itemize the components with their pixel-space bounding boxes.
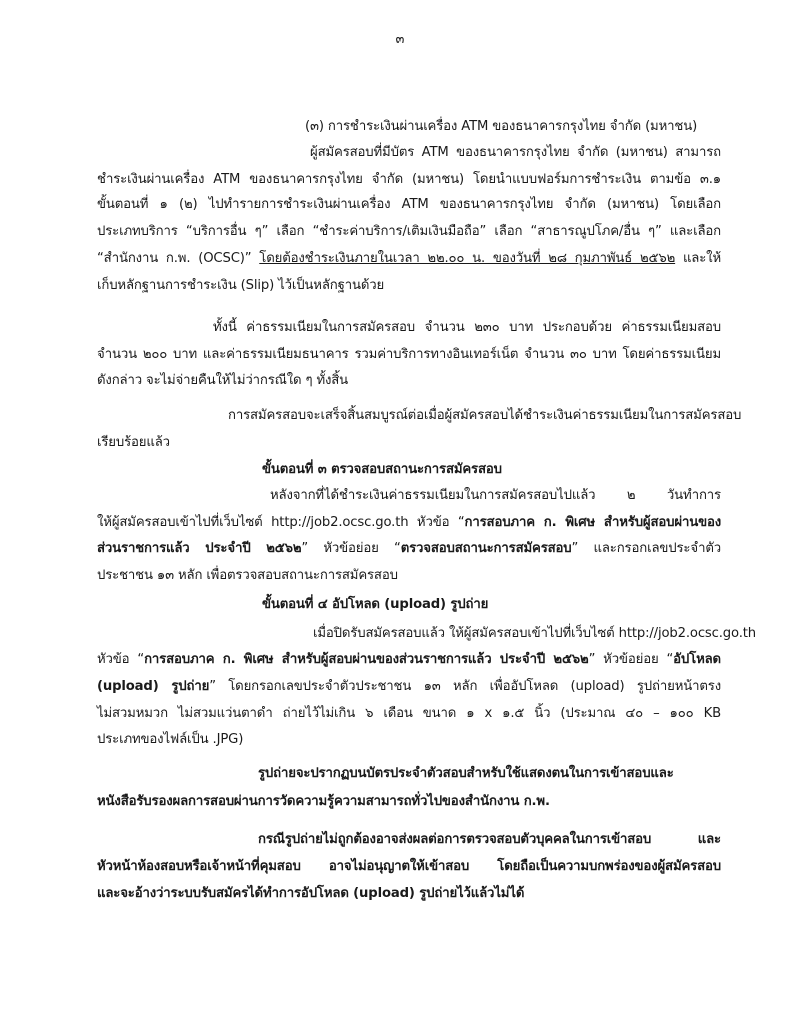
office-name: “สำนักงาน ก.พ. (OCSC)” bbox=[97, 251, 260, 266]
step-4-line-2 bbox=[97, 650, 721, 670]
step-3-line-3-end: ” และกรอกเลขประจำตัว bbox=[571, 541, 721, 556]
fee-line-1: ทั้งนี้ ค่าธรรมเนียมในการสมัครสอบ จำนวน ๒๓๐ บาท ประกอบด้วย ค่าธรรมเนียมสอบ bbox=[213, 320, 721, 335]
step-3-line-2 bbox=[97, 513, 721, 533]
step-3-line-3 bbox=[97, 539, 721, 559]
upload-subtopic-cont: (upload) รูปถ่าย bbox=[97, 679, 210, 694]
step-4-line-3 bbox=[97, 677, 721, 697]
section-3-line-4: ประเภทบริการ “บริการอื่น ๆ” เลือก “ชำระค่าบริการ/เติมเงินมือถือ” เลือก “สาธารณูปโภค/อื่น ๆ” และเลือก bbox=[97, 224, 721, 239]
photo-warning-line-2: หัวหน้าห้องสอบหรือเจ้าหน้าที่คุมสอบ อาจไม่อนุญาตให้เข้าสอบ โดยถือเป็นความบกพร่องของผู้สมัครสอบ bbox=[97, 859, 721, 874]
step-4-line-1: เมื่อปิดรับสมัครสอบแล้ว ให้ผู้สมัครสอบเข้าไปที่เว็บไซต์ http://job2.ocsc.go.th bbox=[313, 626, 756, 641]
fee-line-3: ดังกล่าว จะไม่จ่ายคืนให้ไม่ว่ากรณีใด ๆ ทั้งสิ้น bbox=[97, 373, 349, 388]
section-3-line-1: ผู้สมัครสอบที่มีบัตร ATM ของธนาคารกรุงไทย จำกัด (มหาชน) สามารถ bbox=[310, 145, 721, 160]
exam-topic: การสอบภาค ก. พิเศษ สำหรับผู้สอบผ่านของส่วนราชการแล้ว ประจำปี ๒๕๖๒ bbox=[144, 652, 589, 667]
step-3-heading: ขั้นตอนที่ ๓ ตรวจสอบสถานะการสมัครสอบ bbox=[262, 462, 502, 477]
fee-line-2: จำนวน ๒๐๐ บาท และค่าธรรมเนียมธนาคาร รวมค่าบริการทางอินเทอร์เน็ต จำนวน ๓๐ บาท โดยค่าธรรมเนียม bbox=[97, 347, 721, 362]
photo-warning-line-3: และจะอ้างว่าระบบรับสมัครได้ทำการอัปโหลด (upload) รูปถ่ายไว้แล้วไม่ได้ bbox=[97, 886, 525, 901]
section-3-line-3: ขั้นตอนที่ ๑ (๒) ไปทำรายการชำระเงินผ่านเครื่อง ATM ของธนาคารกรุงไทย จำกัด (มหาชน) โดยเลือก bbox=[97, 197, 721, 212]
step-3-line-2-start: ให้ผู้สมัครสอบเข้าไปที่เว็บไซต์ http://job2.ocsc.go.th หัวข้อ “ bbox=[97, 515, 465, 530]
step-3-line-4: ประชาชน ๑๓ หลัก เพื่อตรวจสอบสถานะการสมัครสอบ bbox=[97, 568, 398, 583]
section-3-line-2: ชำระเงินผ่านเครื่อง ATM ของธนาคารกรุงไทย จำกัด (มหาชน) โดยนำแบบฟอร์มการชำระเงิน ตามข้อ ๓.๑ bbox=[97, 172, 721, 187]
payment-deadline: โดยต้องชำระเงินภายในเวลา ๒๒.๐๐ น. ของวันที่ ๒๘ กุมภาพันธ์ ๒๕๖๒ bbox=[259, 251, 676, 266]
section-3-title: (๓) การชำระเงินผ่านเครื่อง ATM ของธนาคารกรุงไทย จำกัด (มหาชน) bbox=[305, 119, 698, 134]
upload-subtopic: อัปโหลด bbox=[673, 652, 721, 667]
subtopic-label: ” หัวข้อย่อย “ bbox=[301, 541, 401, 556]
exam-topic: การสอบภาค ก. พิเศษ สำหรับผู้สอบผ่านของ bbox=[464, 515, 721, 530]
step-4-line-4: ไม่สวมหมวก ไม่สวมแว่นตาดำ ถ่ายไว้ไม่เกิน ๖ เดือน ขนาด ๑ x ๑.๕ นิ้ว (ประมาณ ๔๐ – ๑๐๐ KB bbox=[97, 706, 721, 721]
step-4-line-5: ประเภทของไฟล์เป็น .JPG) bbox=[97, 732, 244, 747]
exam-topic-cont: ส่วนราชการแล้ว ประจำปี ๒๕๖๒ bbox=[97, 541, 302, 556]
photo-notice-line-2: หนังสือรับรองผลการสอบผ่านการวัดความรู้ความสามารถทั่วไปของสำนักงาน ก.พ. bbox=[97, 794, 550, 809]
subtopic-label: ” หัวข้อย่อย “ bbox=[588, 652, 674, 667]
section-3-line-5 bbox=[97, 249, 721, 269]
step-4-heading: ขั้นตอนที่ ๔ อัปโหลด (upload) รูปถ่าย bbox=[262, 597, 489, 612]
section-3-line-5-end: และให้ bbox=[675, 251, 721, 266]
photo-warning-line-1: กรณีรูปถ่ายไม่ถูกต้องอาจส่งผลต่อการตรวจสอบตัวบุคคลในการเข้าสอบ และ bbox=[258, 832, 721, 847]
page-number: ๓ bbox=[395, 32, 405, 47]
completion-line-2: เรียบร้อยแล้ว bbox=[97, 435, 170, 450]
step-4-line-3-end: ” โดยกรอกเลขประจำตัวประชาชน ๑๓ หลัก เพื่ออัปโหลด (upload) รูปถ่ายหน้าตรง bbox=[209, 679, 721, 694]
step-4-line-2-start: หัวข้อ “ bbox=[97, 652, 145, 667]
section-3-line-6: เก็บหลักฐานการชำระเงิน (Slip) ไว้เป็นหลักฐานด้วย bbox=[97, 278, 385, 293]
check-status-subtopic: ตรวจสอบสถานะการสมัครสอบ bbox=[400, 541, 572, 556]
step-3-line-1: หลังจากที่ได้ชำระเงินค่าธรรมเนียมในการสมัครสอบไปแล้ว ๒ วันทำการ bbox=[270, 488, 721, 503]
photo-notice-line-1: รูปถ่ายจะปรากฏบนบัตรประจำตัวสอบสำหรับใช้แสดงตนในการเข้าสอบและ bbox=[258, 766, 674, 781]
completion-line-1: การสมัครสอบจะเสร็จสิ้นสมบูรณ์ต่อเมื่อผู้สมัครสอบได้ชำระเงินค่าธรรมเนียมในการสมัครสอบ bbox=[228, 408, 742, 423]
